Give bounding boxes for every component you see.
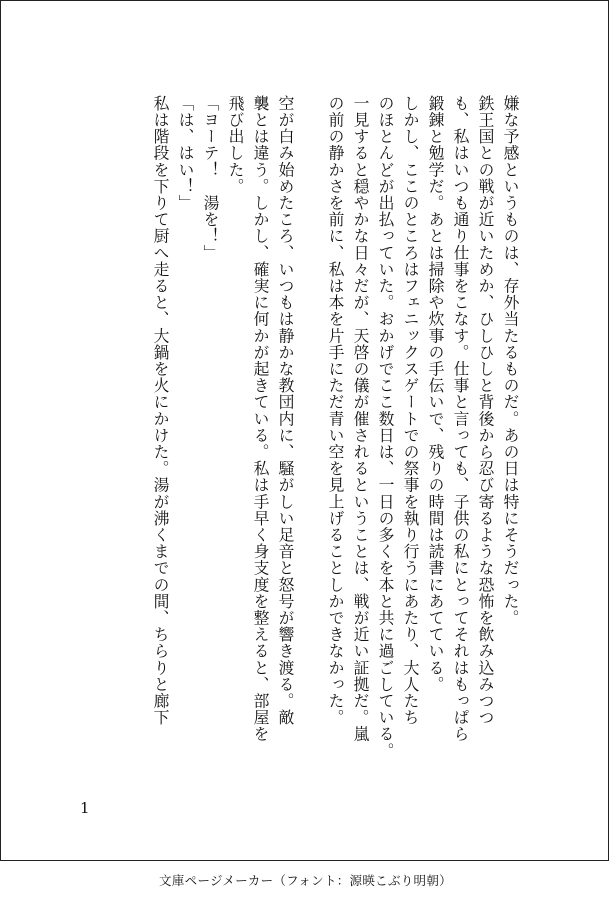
text-column: 襲とは違う。しかし、確実に何かが起きている。私は手早く身支度を整えると、部屋を: [251, 95, 270, 743]
text-column: も、私はいつも通り仕事をこなす。仕事と言っても、子供の私にとってそれはもっぱら: [451, 95, 470, 743]
text-column: 鍛錬と勉学だ。あとは掃除や炊事の手伝いで、残りの時間は読書にあてている。: [426, 95, 445, 693]
footer-credit: 文庫ページメーカー（フォント：源暎こぶり明朝）: [159, 873, 452, 888]
text-column: 飛び出した。: [226, 95, 245, 195]
text-column: 「ヨーテ！ 湯を！」: [201, 95, 220, 261]
vertical-text-block: [77, 95, 523, 795]
text-column: の前の静かさを前に、私は本を片手にただ青い空を見上げることしかできなかった。: [326, 95, 345, 726]
page-number: 1: [80, 799, 90, 817]
blank-column: [298, 95, 323, 795]
text-column: 空が白み始めたころ、いつもは静かな教団内に、騒がしい足音と怒号が響き渡る。敵: [276, 95, 295, 726]
text-column: 鉄王国との戦が近いためか、ひしひしと背後から忍び寄るような恐怖を飲み込みつつ: [476, 95, 495, 726]
text-column: 私は階段を下りて厨へ走ると、大鍋を火にかけた。湯が沸くまでの間、ちらりと廊下: [151, 95, 170, 726]
text-column: しかし、ここのところはフェニックスゲートでの祭事を執り行うにあたり、大人たち: [401, 95, 420, 726]
text-column: のほとんどが出払っていた。おかげでここ数日は、一日の多くを本と共に過ごしている。: [376, 95, 395, 759]
text-column: 嫌な予感というものは、存外当たるものだ。あの日は特にそうだった。: [501, 95, 520, 627]
text-column: 「は、はい！」: [176, 95, 195, 212]
text-column: 一見すると穏やかな日々だが、天啓の儀が催されるということは、戦が近い証拠だ。嵐: [351, 95, 370, 743]
